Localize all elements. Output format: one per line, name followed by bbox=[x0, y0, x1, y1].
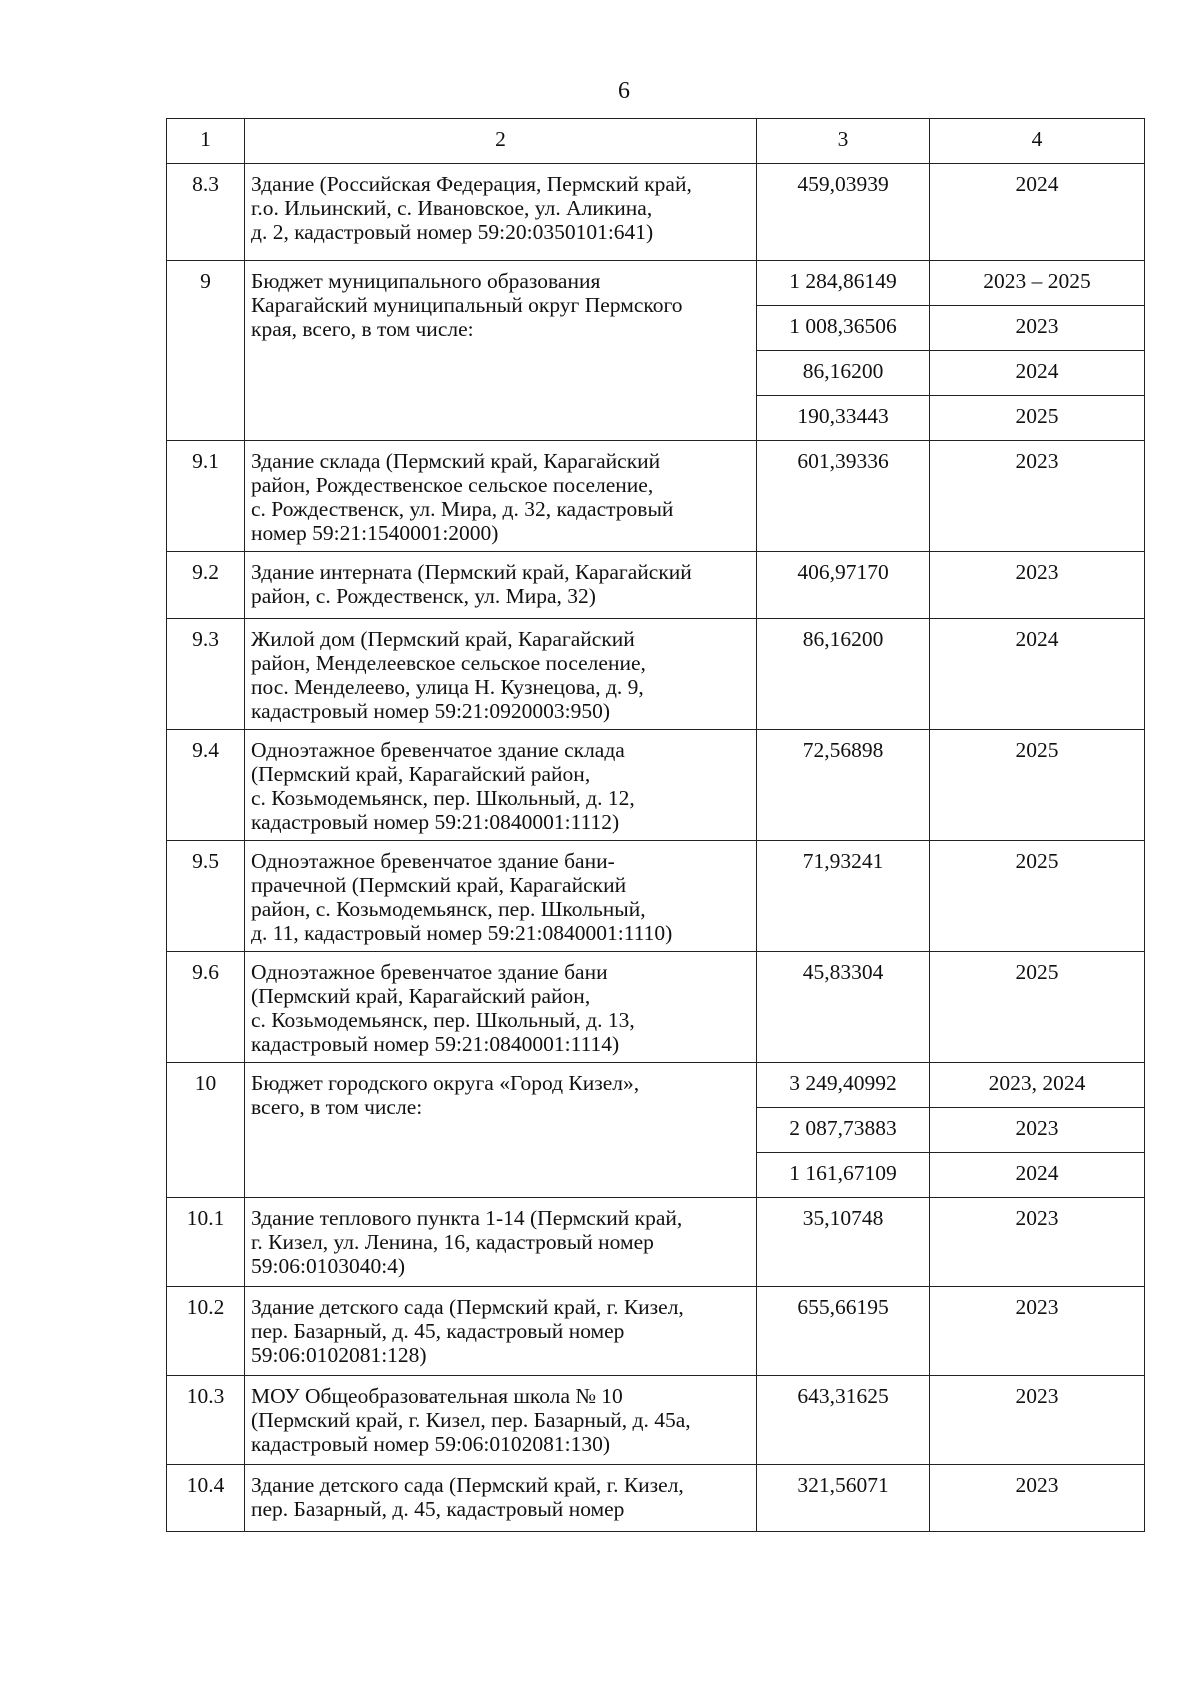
row-amount: 35,10748 bbox=[757, 1198, 930, 1287]
row-amount: 406,97170 bbox=[757, 552, 930, 619]
row-amount: 71,93241 bbox=[757, 841, 930, 952]
row-amount: 3 249,40992 bbox=[757, 1063, 930, 1108]
row-year: 2024 bbox=[930, 1153, 1145, 1198]
row-description: Здание (Российская Федерация, Пермский край, г.о. Ильинский, с. Ивановское, ул. Аликина, д. 2, кадастровый номер 59:20:0350101:641) bbox=[245, 164, 757, 261]
row-year: 2024 bbox=[930, 351, 1145, 396]
row-amount: 321,56071 bbox=[757, 1465, 930, 1532]
table-row bbox=[167, 730, 1145, 841]
row-year: 2023, 2024 bbox=[930, 1063, 1145, 1108]
row-number: 9.4 bbox=[167, 730, 245, 841]
header-cell-3: 3 bbox=[757, 119, 930, 164]
row-description: МОУ Общеобразовательная школа № 10 (Пермский край, г. Кизел, пер. Базарный, д. 45а, кадастровый номер 59:06:0102081:130) bbox=[245, 1376, 757, 1465]
row-year: 2023 – 2025 bbox=[930, 261, 1145, 306]
row-description: Одноэтажное бревенчатое здание бани (Пермский край, Карагайский район, с. Козьмодемьянск, пер. Школьный, д. 13, кадастровый номер 59:21:0840001:1114) bbox=[245, 952, 757, 1063]
row-year: 2023 bbox=[930, 1465, 1145, 1532]
table-row bbox=[167, 441, 1145, 552]
row-description: Бюджет муниципального образования Карагайский муниципальный округ Пермского края, всего, в том числе: bbox=[245, 261, 757, 441]
table-row bbox=[167, 619, 1145, 730]
table-row bbox=[167, 841, 1145, 952]
table-row bbox=[167, 1063, 1145, 1108]
row-amount: 2 087,73883 bbox=[757, 1108, 930, 1153]
row-description: Здание детского сада (Пермский край, г. Кизел, пер. Базарный, д. 45, кадастровый номер 59:06:0102081:128) bbox=[245, 1287, 757, 1376]
row-number: 10.2 bbox=[167, 1287, 245, 1376]
row-year: 2023 bbox=[930, 1287, 1145, 1376]
row-description: Жилой дом (Пермский край, Карагайский район, Менделеевское сельское поселение, пос. Менделеево, улица Н. Кузнецова, д. 9, кадастровый номер 59:21:0920003:950) bbox=[245, 619, 757, 730]
row-description: Здание склада (Пермский край, Карагайский район, Рождественское сельское поселение, с. Рождественск, ул. Мира, д. 32, кадастровый номер 59:21:1540001:2000) bbox=[245, 441, 757, 552]
row-year: 2023 bbox=[930, 306, 1145, 351]
header-cell-4: 4 bbox=[930, 119, 1145, 164]
row-description: Бюджет городского округа «Город Кизел», всего, в том числе: bbox=[245, 1063, 757, 1198]
row-year: 2023 bbox=[930, 552, 1145, 619]
table-row bbox=[167, 1198, 1145, 1287]
row-description: Одноэтажное бревенчатое здание склада (Пермский край, Карагайский район, с. Козьмодемьянск, пер. Школьный, д. 12, кадастровый номер 59:21:0840001:1112) bbox=[245, 730, 757, 841]
page-number: 6 bbox=[618, 78, 630, 104]
row-amount: 1 008,36506 bbox=[757, 306, 930, 351]
table-row bbox=[167, 1376, 1145, 1465]
row-year: 2025 bbox=[930, 730, 1145, 841]
table-row bbox=[167, 261, 1145, 306]
row-year: 2025 bbox=[930, 952, 1145, 1063]
header-cell-2: 2 bbox=[245, 119, 757, 164]
row-number: 10.4 bbox=[167, 1465, 245, 1532]
row-description: Здание интерната (Пермский край, Карагайский район, с. Рождественск, ул. Мира, 32) bbox=[245, 552, 757, 619]
row-number: 9.6 bbox=[167, 952, 245, 1063]
row-number: 8.3 bbox=[167, 164, 245, 261]
table-row bbox=[167, 1287, 1145, 1376]
row-number: 9.5 bbox=[167, 841, 245, 952]
row-number: 9.2 bbox=[167, 552, 245, 619]
funding-table bbox=[166, 118, 1145, 1532]
row-description: Здание детского сада (Пермский край, г. Кизел, пер. Базарный, д. 45, кадастровый номер bbox=[245, 1465, 757, 1532]
row-amount: 655,66195 bbox=[757, 1287, 930, 1376]
row-number: 10.3 bbox=[167, 1376, 245, 1465]
row-year: 2025 bbox=[930, 396, 1145, 441]
row-amount: 601,39336 bbox=[757, 441, 930, 552]
row-number: 9.1 bbox=[167, 441, 245, 552]
row-amount: 86,16200 bbox=[757, 351, 930, 396]
row-year: 2023 bbox=[930, 1108, 1145, 1153]
table-row bbox=[167, 164, 1145, 261]
row-number: 10.1 bbox=[167, 1198, 245, 1287]
row-number: 10 bbox=[167, 1063, 245, 1198]
table-row bbox=[167, 1465, 1145, 1532]
row-year: 2023 bbox=[930, 441, 1145, 552]
row-amount: 72,56898 bbox=[757, 730, 930, 841]
row-number: 9 bbox=[167, 261, 245, 441]
row-year: 2023 bbox=[930, 1198, 1145, 1287]
row-year: 2025 bbox=[930, 841, 1145, 952]
row-number: 9.3 bbox=[167, 619, 245, 730]
row-amount: 190,33443 bbox=[757, 396, 930, 441]
row-year: 2024 bbox=[930, 164, 1145, 261]
row-amount: 459,03939 bbox=[757, 164, 930, 261]
row-amount: 1 161,67109 bbox=[757, 1153, 930, 1198]
table-row bbox=[167, 952, 1145, 1063]
row-amount: 86,16200 bbox=[757, 619, 930, 730]
row-description: Здание теплового пункта 1-14 (Пермский край, г. Кизел, ул. Ленина, 16, кадастровый номер 59:06:0103040:4) bbox=[245, 1198, 757, 1287]
table-header-row bbox=[167, 119, 1145, 164]
row-amount: 643,31625 bbox=[757, 1376, 930, 1465]
table-row bbox=[167, 552, 1145, 619]
row-year: 2024 bbox=[930, 619, 1145, 730]
funding-table-body bbox=[167, 119, 1145, 1532]
row-amount: 1 284,86149 bbox=[757, 261, 930, 306]
row-description: Одноэтажное бревенчатое здание бани- прачечной (Пермский край, Карагайский район, с. Козьмодемьянск, пер. Школьный, д. 11, кадастровый номер 59:21:0840001:1110) bbox=[245, 841, 757, 952]
row-amount: 45,83304 bbox=[757, 952, 930, 1063]
header-cell-1: 1 bbox=[167, 119, 245, 164]
row-year: 2023 bbox=[930, 1376, 1145, 1465]
